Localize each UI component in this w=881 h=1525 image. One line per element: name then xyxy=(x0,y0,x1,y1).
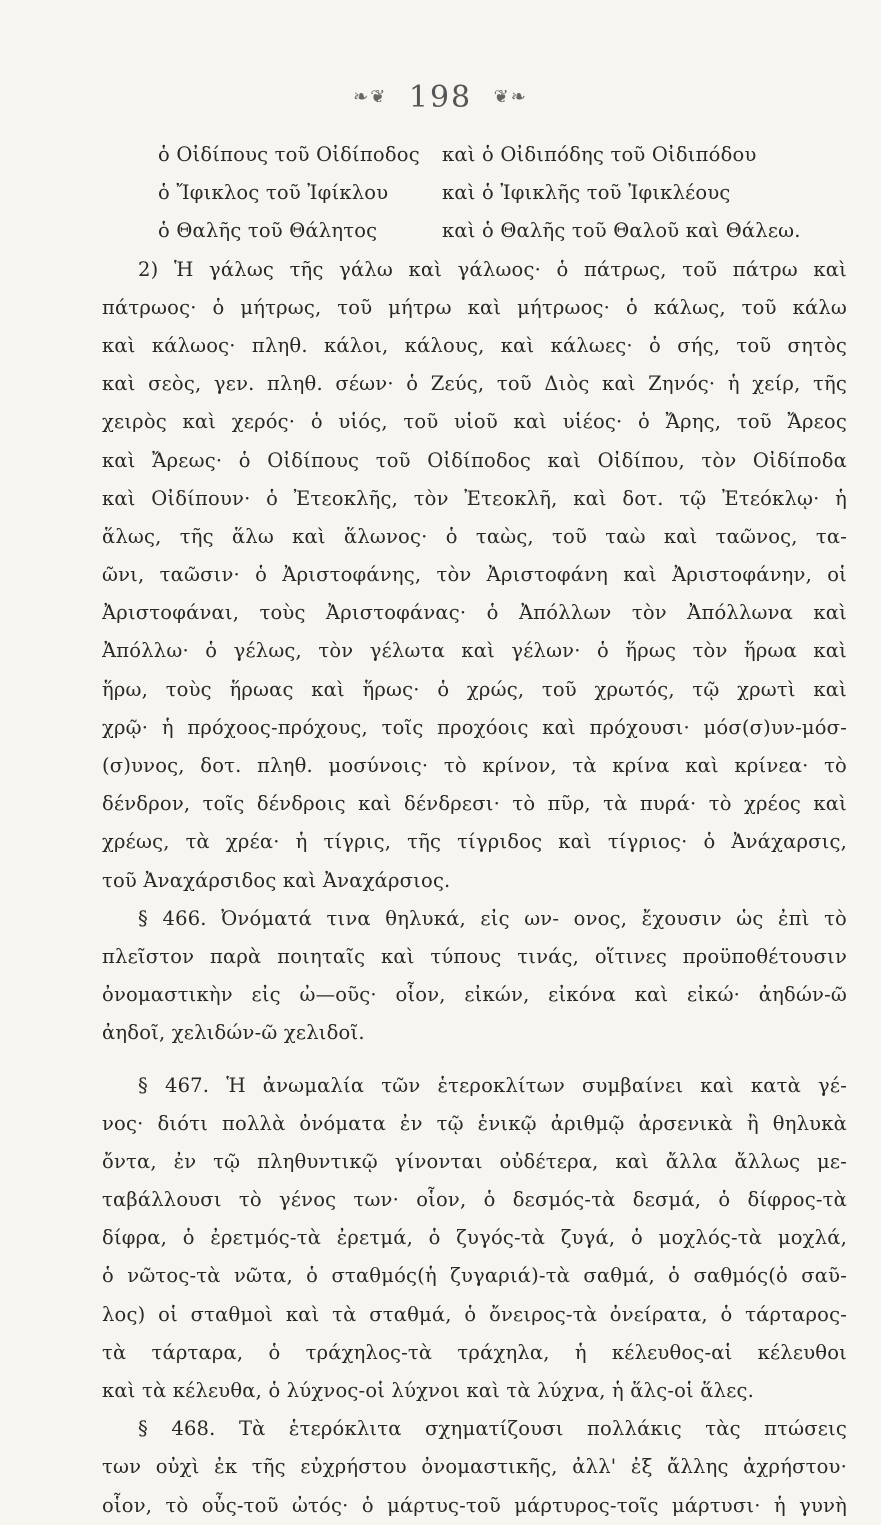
text-line: Ἀπόλλω· ὁ γέλως, τὸν γέλωτα καὶ γέλων· ὁ ἥρως τὸν ἥρωα καὶ xyxy=(102,639,847,663)
text-line: πλεῖστον παρὰ ποιηταῖς καὶ τύπους τινάς, οἵτινες προϋποθέτουσιν xyxy=(102,944,847,968)
text-line: νος· διότι πολλὰ ὀνόματα ἐν τῷ ἑνικῷ ἀριθμῷ ἀρσενικὰ ἢ θηλυκὰ xyxy=(102,1111,847,1135)
text-line: πάτρωος· ὁ μήτρως, τοῦ μήτρω καὶ μήτρωος· ὁ κάλως, τοῦ κάλω xyxy=(102,295,847,319)
text-line: ὄντα, ἐν τῷ πληθυντικῷ γίνονται οὐδέτερα, καὶ ἄλλα ἄλλως με- xyxy=(102,1149,847,1173)
text-line: καὶ τὰ κέλευθα, ὁ λύχνος-οἱ λύχνοι καὶ τὰ λύχνα, ἡ ἅλς-οἱ ἅλες. xyxy=(102,1379,755,1402)
text-line: χρῷ· ἡ πρόχοος-πρόχους, τοῖς προχόοις καὶ πρόχουσι· μόσ(σ)υν-μόσ- xyxy=(102,715,847,739)
paragraph-first-line: § 466. Ὀνόματά τινα θηλυκά, εἰς ων- ονος, ἔχουσιν ὡς ἐπὶ τὸ xyxy=(138,906,847,930)
text-line: καὶ Οἰδίπουν· ὁ Ἐτεοκλῆς, τὸν Ἐτεοκλῆ, καὶ δοτ. τῷ Ἐτεόκλῳ· ἡ xyxy=(102,486,847,510)
text-line: ὁ νῶτος-τὰ νῶτα, ὁ σταθμός(ἡ ζυγαριά)-τὰ σαθμά, ὁ σαθμός(ὁ σαῦ- xyxy=(102,1264,847,1288)
text-line: δένδρον, τοῖς δένδροις καὶ δένδρεσι· τὸ πῦρ, τὰ πυρά· τὸ χρέος καὶ xyxy=(102,792,847,816)
text-line: καὶ κάλωος· πληθ. κάλοι, κάλους, καὶ κάλωες· ὁ σής, τοῦ σητὸς xyxy=(102,333,847,357)
paragraph-gap xyxy=(102,1053,847,1067)
text-line: Ἀριστοφάναι, τοὺς Ἀριστοφάνας· ὁ Ἀπόλλων τὸν Ἀπόλλωνα καὶ xyxy=(102,601,847,625)
text-line: χρέως, τὰ χρέα· ἡ τίγρις, τῆς τίγριδος καὶ τίγριος· ὁ Ἀνάχαρσις, xyxy=(102,830,847,854)
example-row xyxy=(102,136,847,174)
text-line: ῶνι, ταῶσιν· ὁ Ἀριστοφάνης, τὸν Ἀριστοφάνη καὶ Ἀριστοφάνην, οἱ xyxy=(102,563,847,587)
text-line: (σ)υνος, δοτ. πληθ. μοσύνοις· τὸ κρίνον, τὰ κρίνα καὶ κρίνεα· τὸ xyxy=(102,754,847,777)
page-number: 198 xyxy=(408,79,473,115)
page-header xyxy=(0,78,881,115)
paragraph-first-line: § 467. Ἡ ἀνωμαλία τῶν ἑτεροκλίτων συμβαίνει καὶ κατὰ γέ- xyxy=(138,1073,847,1097)
example-left: ὁ Θαλῆς τοῦ Θάλητος xyxy=(158,219,378,243)
text-line: λος) οἱ σταθμοὶ καὶ τὰ σταθμά, ὁ ὄνειρος-τὰ ὀνείρατα, ὁ τάρταρος- xyxy=(102,1302,847,1326)
text-line: ἥρω, τοὺς ἥρωας καὶ ἥρως· ὁ χρώς, τοῦ χρωτός, τῷ χρωτὶ καὶ xyxy=(102,677,847,701)
example-right: καὶ ὁ Οἰδιπόδης τοῦ Οἰδιπόδου xyxy=(442,143,757,166)
text-line: τὰ τάρταρα, ὁ τράχηλος-τὰ τράχηλα, ἡ κέλευθος-αἱ κέλευθοι xyxy=(102,1340,847,1364)
text-line: των οὐχὶ ἐκ τῆς εὐχρήστου ὀνομαστικῆς, ἀλλ' ἐξ ἄλλης ἀχρήστου· xyxy=(102,1455,847,1479)
text-line: καὶ Ἄρεως· ὁ Οἰδίπους τοῦ Οἰδίποδος καὶ Οἰδίπου, τὸν Οἰδίποδα xyxy=(102,448,847,472)
text-line: τοῦ Ἀναχάρσιδος καὶ Ἀναχάρσιος. xyxy=(102,868,451,892)
ornament-left: ❧❦ xyxy=(353,86,388,108)
example-row xyxy=(102,212,847,250)
example-right: καὶ ὁ Θαλῆς τοῦ Θαλοῦ καὶ Θάλεω. xyxy=(442,219,801,243)
text-line: καὶ σεὸς, γεν. πληθ. σέων· ὁ Ζεύς, τοῦ Διὸς καὶ Ζηνός· ἡ χείρ, τῆς xyxy=(102,372,847,396)
example-left: ὁ Οἰδίπους τοῦ Οἰδίποδος xyxy=(158,143,420,166)
example-row xyxy=(102,174,847,212)
text-line: ἅλως, τῆς ἅλω καὶ ἅλωνος· ὁ ταὼς, τοῦ ταὼ καὶ ταῶνος, τα- xyxy=(102,524,847,548)
paragraph-first-line: § 468. Τὰ ἑτερόκλιτα σχηματίζουσι πολλάκις τὰς πτώσεις xyxy=(138,1417,847,1441)
text-line: δίφρα, ὁ ἐρετμός-τὰ ἐρετμά, ὁ ζυγός-τὰ ζυγά, ὁ μοχλός-τὰ μοχλά, xyxy=(102,1226,847,1250)
paragraph-first-line: 2) Ἡ γάλως τῆς γάλω καὶ γάλωος· ὁ πάτρως, τοῦ πάτρω καὶ xyxy=(138,257,847,281)
text-line: χειρὸς καὶ χερός· ὁ υἱός, τοῦ υἱοῦ καὶ υἱέος· ὁ Ἄρης, τοῦ Ἄρεος xyxy=(102,410,847,434)
text-line: οἷον, τὸ οὖς-τοῦ ὠτός· ὁ μάρτυς-τοῦ μάρτυρος-τοῖς μάρτυσι· ἡ γυνὴ xyxy=(102,1493,847,1517)
ornament-right: ❦❧ xyxy=(493,86,528,108)
text-line: ταβάλλουσι τὸ γένος των· οἷον, ὁ δεσμός-τὰ δεσμά, ὁ δίφρος-τὰ xyxy=(102,1188,847,1212)
example-right: καὶ ὁ Ἰφικλῆς τοῦ Ἰφικλέους xyxy=(442,181,731,205)
text-line: ἀηδοῖ, χελιδών-ῶ χελιδοῖ. xyxy=(102,1021,365,1045)
example-left: ὁ Ἴφικλος τοῦ Ἰφίκλου xyxy=(158,181,389,205)
text-line: ὀνομαστικὴν εἰς ὠ—οῦς· οἷον, εἰκών, εἰκόνα καὶ εἰκώ· ἀηδών-ῶ xyxy=(102,983,847,1007)
page-text xyxy=(102,136,847,1525)
